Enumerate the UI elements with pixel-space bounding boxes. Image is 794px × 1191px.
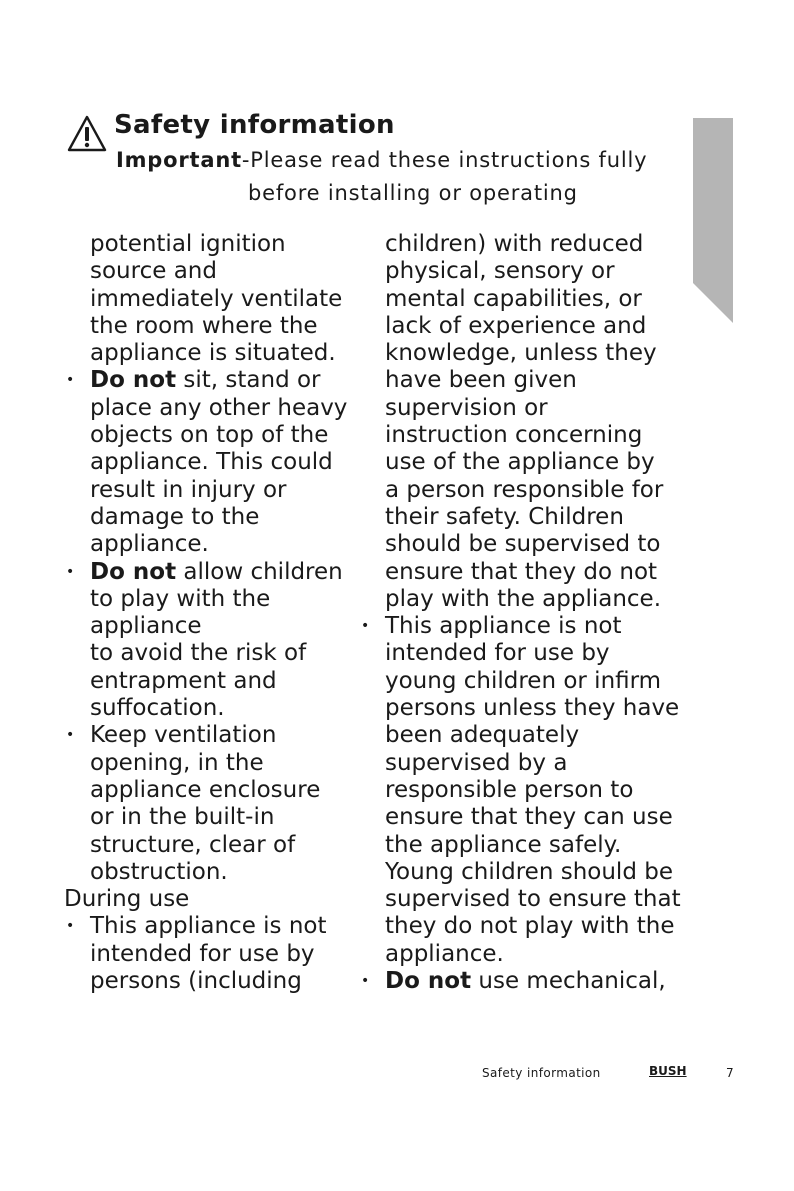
line-text: to play with the [90, 585, 271, 612]
line-text: appliance. [90, 531, 209, 558]
line-text: obstruction. [90, 858, 228, 885]
line-text: a person responsible for [385, 476, 664, 503]
text-line [64, 531, 347, 558]
line-text: the room where the [90, 312, 318, 339]
page-number: 7 [726, 1066, 734, 1080]
line-text: to avoid the risk of [90, 640, 307, 667]
line-text: play with the appliance. [385, 585, 662, 612]
text-line [359, 941, 681, 968]
subtitle-text: -Please read these instructions fully [241, 148, 648, 172]
text-line [359, 531, 681, 558]
text-line [64, 941, 347, 968]
text-line [359, 477, 681, 504]
text-line [64, 504, 347, 531]
line-text: appliance. [385, 940, 504, 967]
line-text: intended for use by [90, 940, 315, 967]
line-text: objects on top of the [90, 422, 329, 449]
line-text: ensure that they can use [385, 804, 673, 831]
line-text: they do not play with the [385, 913, 675, 940]
text-line [64, 477, 347, 504]
line-text: Young children should be [385, 858, 673, 885]
line-text: use of the appliance by [385, 449, 655, 476]
line-text: place any other heavy [90, 394, 348, 421]
line-text: immediately ventilate [90, 285, 343, 312]
text-line [64, 231, 347, 258]
text-line [359, 559, 681, 586]
line-text: This appliance is not [90, 913, 327, 940]
line-text: young children or infirm [385, 667, 662, 694]
text-line [359, 695, 681, 722]
text-line [359, 231, 681, 258]
text-line [359, 640, 681, 667]
line-text: physical, sensory or [385, 258, 615, 285]
line-text: During use [64, 886, 190, 913]
footer-section-label: Safety information [482, 1066, 601, 1080]
line-text: appliance is situated. [90, 340, 336, 367]
bullet-icon: • [361, 973, 370, 990]
text-line [64, 668, 347, 695]
text-line [64, 832, 347, 859]
line-text: persons (including [90, 968, 302, 995]
line-text: should be supervised to [385, 531, 661, 558]
bullet-icon: • [66, 727, 75, 744]
line-text: persons unless they have [385, 695, 680, 722]
line-text: ensure that they do not [385, 558, 658, 585]
text-line [359, 613, 681, 640]
text-line [359, 777, 681, 804]
text-line [359, 913, 681, 940]
line-text: intended for use by [385, 640, 610, 667]
line-text: been adequately [385, 722, 580, 749]
left-column [64, 231, 347, 995]
line-text: mental capabilities, or [385, 285, 642, 312]
line-text: appliance [90, 613, 202, 640]
line-text: instruction concerning [385, 422, 643, 449]
text-line [64, 395, 347, 422]
text-line [359, 395, 681, 422]
line-text: or in the built-in [90, 804, 275, 831]
brand-logo: BUSH [649, 1064, 687, 1078]
text-line [64, 886, 347, 913]
text-line [359, 286, 681, 313]
text-line [359, 367, 681, 394]
text-line [64, 613, 347, 640]
text-line [64, 422, 347, 449]
line-text: damage to the [90, 503, 260, 530]
line-text: This appliance is not [385, 613, 622, 640]
text-line [64, 313, 347, 340]
text-line [359, 750, 681, 777]
text-line [359, 313, 681, 340]
text-line [359, 832, 681, 859]
bullet-icon: • [66, 372, 75, 389]
bullet-icon: • [361, 618, 370, 635]
emphasis-text: Do not [90, 367, 177, 394]
line-text: knowledge, unless they [385, 340, 657, 367]
page-title: Safety information [114, 110, 395, 140]
text-line [64, 695, 347, 722]
emphasis-text: Do not [385, 968, 472, 995]
line-text: lack of experience and [385, 312, 647, 339]
subtitle-line-2: before installing or operating [248, 181, 578, 205]
bullet-icon: • [66, 563, 75, 580]
text-line [359, 859, 681, 886]
line-text: entrapment and [90, 667, 277, 694]
text-line [64, 258, 347, 285]
warning-triangle-icon [66, 114, 108, 154]
text-line [64, 586, 347, 613]
text-line [64, 968, 347, 995]
line-text: supervision or [385, 394, 548, 421]
line-text: responsible person to [385, 776, 634, 803]
line-text: appliance enclosure [90, 776, 321, 803]
text-line [359, 668, 681, 695]
line-text: allow children [176, 558, 343, 585]
line-text: have been given [385, 367, 577, 394]
text-line [64, 859, 347, 886]
text-line [64, 367, 347, 394]
text-line [64, 777, 347, 804]
text-line [359, 340, 681, 367]
line-text: the appliance safely. [385, 831, 622, 858]
right-column [359, 231, 681, 995]
important-label: Important [116, 148, 242, 172]
line-text: supervised by a [385, 749, 568, 776]
text-line [359, 968, 681, 995]
text-line [64, 804, 347, 831]
section-tab-marker [693, 118, 733, 323]
text-line [64, 913, 347, 940]
line-text: their safety. Children [385, 503, 624, 530]
text-line [359, 422, 681, 449]
text-line [64, 340, 347, 367]
text-line [359, 722, 681, 749]
line-text: source and [90, 258, 217, 285]
text-line [359, 804, 681, 831]
text-line [359, 586, 681, 613]
text-line [64, 750, 347, 777]
line-text: suffocation. [90, 695, 225, 722]
subtitle [116, 148, 647, 172]
text-line [64, 559, 347, 586]
text-line [359, 258, 681, 285]
text-line [64, 640, 347, 667]
line-text: supervised to ensure that [385, 886, 681, 913]
line-text: structure, clear of [90, 831, 296, 858]
text-line [359, 886, 681, 913]
line-text: children) with reduced [385, 231, 644, 257]
text-line [64, 286, 347, 313]
line-text: potential ignition [90, 231, 286, 257]
text-line [359, 449, 681, 476]
bullet-icon: • [66, 918, 75, 935]
line-text: Keep ventilation [90, 722, 277, 749]
emphasis-text: Do not [90, 558, 177, 585]
line-text: result in injury or [90, 476, 287, 503]
line-text: use mechanical, [471, 968, 666, 995]
text-line [64, 449, 347, 476]
text-line [64, 722, 347, 749]
line-text: appliance. This could [90, 449, 333, 476]
line-text: opening, in the [90, 749, 264, 776]
text-line [359, 504, 681, 531]
line-text: sit, stand or [176, 367, 321, 394]
